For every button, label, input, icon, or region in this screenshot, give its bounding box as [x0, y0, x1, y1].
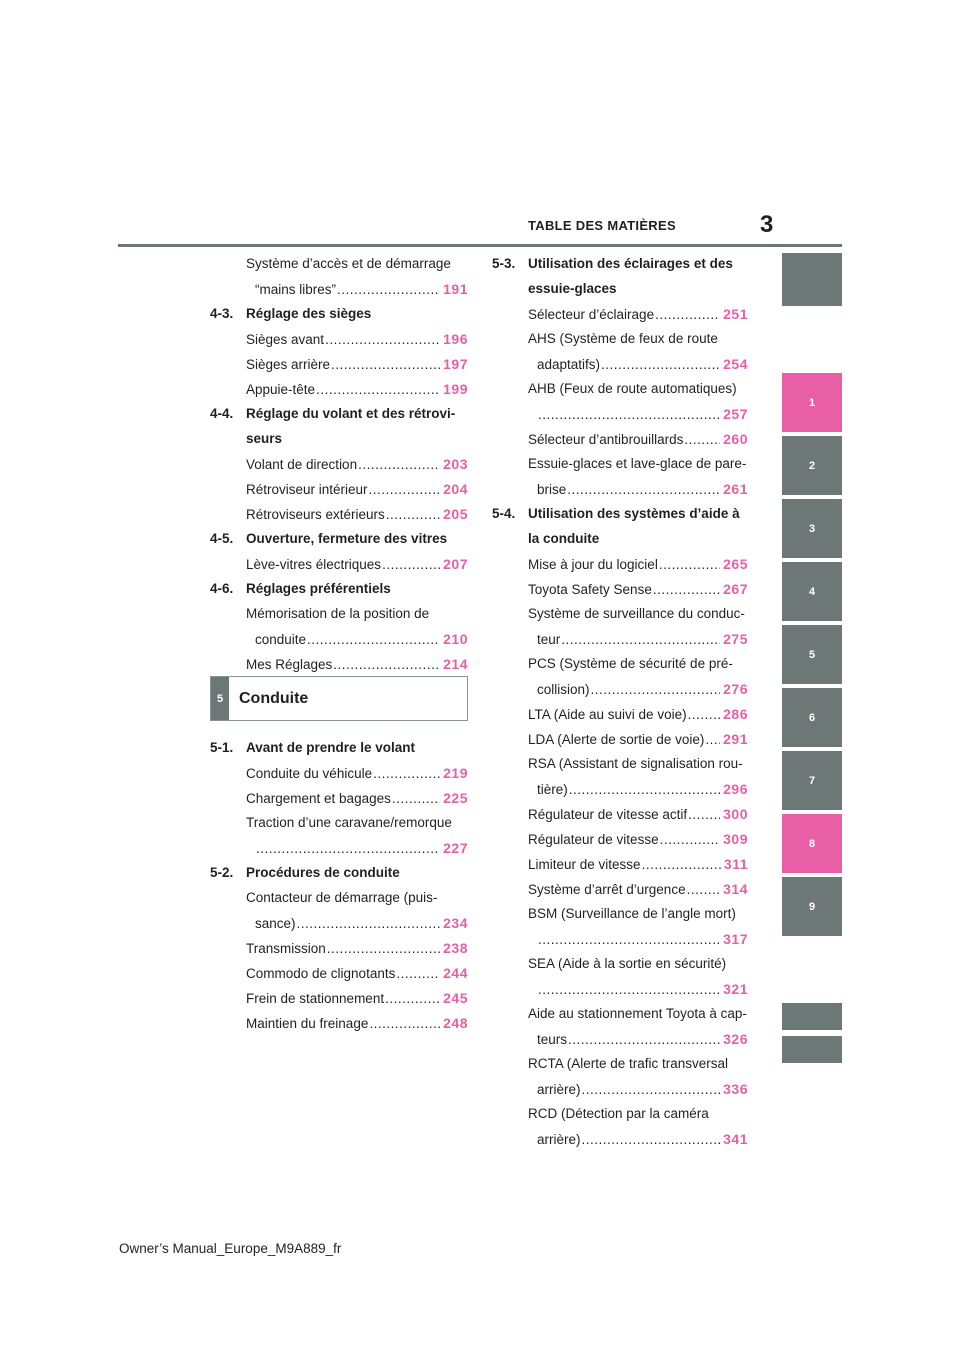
toc-entry — [246, 763, 468, 784]
toc-entry — [528, 554, 748, 575]
entry-title: Maintien du freinage — [246, 1016, 369, 1031]
toc-entry-line — [528, 954, 748, 974]
chapter-tab-3[interactable]: 3 — [782, 499, 842, 558]
entry-title: LTA (Aide au suivi de voie) — [528, 707, 687, 722]
header-rule — [118, 244, 842, 247]
page-link[interactable]: 321 — [723, 981, 748, 997]
section-number: 4-3. — [210, 306, 234, 321]
chapter-heading — [210, 676, 468, 721]
section-title: seurs — [246, 431, 283, 446]
entry-title: RSA (Assistant de signalisation rou- — [528, 756, 743, 771]
entry-title: tière) — [537, 782, 568, 797]
toc-entry-line — [528, 904, 748, 924]
leader-dots — [660, 830, 721, 850]
toc-entry — [255, 838, 468, 859]
page-link[interactable]: 203 — [443, 456, 468, 472]
entry-title: RCTA (Alerte de trafic transversal — [528, 1056, 729, 1071]
toc-section-heading — [210, 529, 468, 549]
toc-entry — [246, 788, 468, 809]
toc-section-heading-cont — [492, 529, 748, 549]
entry-title: arrière) — [537, 1082, 581, 1097]
page-link[interactable]: 275 — [723, 631, 748, 647]
chapter-tab-8[interactable]: 8 — [782, 814, 842, 873]
section-title: Avant de prendre le volant — [246, 740, 416, 755]
toc-section-heading — [210, 304, 468, 324]
toc-entry — [537, 779, 748, 800]
page-number: 3 — [760, 211, 774, 238]
toc-entry — [528, 579, 748, 600]
leader-dots — [386, 505, 440, 525]
leader-dots — [327, 939, 440, 959]
toc-entry-line — [246, 813, 468, 833]
chapter-tab-7[interactable]: 7 — [782, 751, 842, 810]
chapter-tab-1[interactable]: 1 — [782, 373, 842, 432]
toc-entry — [537, 629, 748, 650]
entry-title: Sélecteur d’antibrouillards — [528, 432, 684, 447]
leader-dots — [337, 280, 440, 300]
entry-title: AHB (Feux de route automatiques) — [528, 381, 737, 396]
chapter-tab-2[interactable]: 2 — [782, 436, 842, 495]
leader-dots — [655, 305, 720, 325]
toc-entry — [528, 429, 748, 450]
entry-title: Rétroviseurs extérieurs — [246, 507, 385, 522]
entry-title: Limiteur de vitesse — [528, 857, 641, 872]
page-link[interactable]: 296 — [723, 781, 748, 797]
leader-dots — [538, 930, 720, 950]
toc-entry — [255, 279, 468, 300]
page-link[interactable]: 265 — [723, 556, 748, 572]
entry-title: Chargement et bagages — [246, 791, 391, 806]
toc-entry — [537, 1129, 748, 1150]
toc-entry-line — [528, 379, 748, 399]
leader-dots — [659, 555, 720, 575]
leader-dots — [569, 780, 720, 800]
page-link[interactable]: 317 — [723, 931, 748, 947]
page-link[interactable]: 257 — [723, 406, 748, 422]
toc-entry — [537, 929, 748, 950]
entry-title: PCS (Système de sécurité de pré- — [528, 656, 733, 671]
toc-entry — [528, 804, 748, 825]
toc-entry — [537, 479, 748, 500]
entry-title: teur — [537, 632, 561, 647]
entry-title: Système d’arrêt d’urgence — [528, 882, 686, 897]
toc-entry — [528, 829, 748, 850]
page-link[interactable]: 300 — [723, 806, 748, 822]
entry-title: Sièges avant — [246, 332, 325, 347]
entry-title: Rétroviseur intérieur — [246, 482, 368, 497]
toc-section-heading — [210, 863, 468, 883]
page-link[interactable]: 267 — [723, 581, 748, 597]
toc-section-heading — [492, 254, 748, 274]
section-title: essuie-glaces — [528, 281, 617, 296]
entry-title: Régulateur de vitesse — [528, 832, 659, 847]
toc-entry — [246, 1013, 468, 1034]
toc-entry — [246, 354, 468, 375]
entry-title: Transmission — [246, 941, 326, 956]
entry-title: collision) — [537, 682, 590, 697]
toc-entry-line — [528, 1104, 748, 1124]
toc-section-heading — [492, 504, 748, 524]
chapter-tab-4[interactable]: 4 — [782, 562, 842, 621]
entry-title: AHS (Système de feux de route — [528, 331, 718, 346]
page-link[interactable]: 204 — [443, 481, 468, 497]
entry-title: adaptatifs) — [537, 357, 601, 372]
section-number: 4-5. — [210, 531, 234, 546]
section-title: Utilisation des systèmes d’aide à — [528, 506, 740, 521]
page-link[interactable]: 197 — [443, 356, 468, 372]
entry-title: Mes Réglages — [246, 657, 333, 672]
toc-entry — [528, 854, 748, 875]
leader-dots — [591, 680, 721, 700]
toc-entry-line — [528, 1004, 748, 1024]
entry-title: Conduite du véhicule — [246, 766, 373, 781]
header-title: TABLE DES MATIÈRES — [528, 218, 676, 233]
leader-dots — [307, 630, 440, 650]
leader-dots — [568, 1030, 720, 1050]
leader-dots — [333, 655, 440, 675]
section-number: 4-6. — [210, 581, 234, 596]
page-link[interactable]: 219 — [443, 765, 468, 781]
leader-dots — [256, 839, 440, 859]
toc-entry — [255, 629, 468, 650]
page-link[interactable]: 245 — [443, 990, 468, 1006]
toc-entry-line — [246, 604, 468, 624]
toc-entry — [537, 1079, 748, 1100]
page-link[interactable]: 251 — [723, 306, 748, 322]
leader-dots — [358, 455, 440, 475]
toc-entry — [246, 479, 468, 500]
page-link[interactable]: 248 — [443, 1015, 468, 1031]
toc-entry-line — [528, 454, 748, 474]
page-link[interactable]: 286 — [723, 706, 748, 722]
section-title: la conduite — [528, 531, 600, 546]
entry-title: teurs — [537, 1032, 568, 1047]
leader-dots — [538, 980, 720, 1000]
leader-dots — [316, 380, 440, 400]
leader-dots — [297, 914, 441, 934]
page-link[interactable]: 214 — [443, 656, 468, 672]
entry-title: Frein de stationnement — [246, 991, 385, 1006]
chapter-tab[interactable] — [782, 1003, 842, 1030]
section-number: 5-3. — [492, 256, 516, 271]
entry-title: sance) — [255, 916, 296, 931]
toc-entry — [537, 1029, 748, 1050]
toc-entry — [246, 329, 468, 350]
page-link[interactable]: 309 — [723, 831, 748, 847]
toc-entry — [246, 963, 468, 984]
leader-dots — [642, 855, 721, 875]
entry-title: RCD (Détection par la caméra — [528, 1106, 709, 1121]
entry-title: Contacteur de démarrage (puis- — [246, 890, 438, 905]
leader-dots — [392, 789, 440, 809]
section-title: Procédures de conduite — [246, 865, 400, 880]
entry-title: Essuie-glaces et lave-glace de pare- — [528, 456, 747, 471]
entry-title: brise — [537, 482, 567, 497]
toc-entry-line — [528, 604, 748, 624]
entry-title: Sélecteur d’éclairage — [528, 307, 655, 322]
chapter-tab[interactable] — [782, 253, 842, 306]
leader-dots — [396, 964, 440, 984]
chapter-number-tab: 5 — [211, 677, 229, 720]
toc-entry — [537, 679, 748, 700]
page-link[interactable]: 238 — [443, 940, 468, 956]
toc-entry-line — [528, 754, 748, 774]
page-link[interactable]: 326 — [723, 1031, 748, 1047]
toc-entry-line — [528, 329, 748, 349]
leader-dots — [688, 805, 720, 825]
page-link[interactable]: 261 — [723, 481, 748, 497]
leader-dots — [561, 630, 720, 650]
toc-entry — [246, 454, 468, 475]
toc-entry — [246, 938, 468, 959]
toc-entry — [537, 404, 748, 425]
section-number: 5-1. — [210, 740, 234, 755]
entry-title: BSM (Surveillance de l’angle mort) — [528, 906, 736, 921]
leader-dots — [331, 355, 440, 375]
page-link[interactable]: 207 — [443, 556, 468, 572]
entry-title: conduite — [255, 632, 307, 647]
section-title: Ouverture, fermeture des vitres — [246, 531, 448, 546]
leader-dots — [382, 555, 440, 575]
page-link[interactable]: 244 — [443, 965, 468, 981]
toc-section-heading — [210, 738, 468, 758]
entry-title: Toyota Safety Sense — [528, 582, 652, 597]
entry-title: arrière) — [537, 1132, 581, 1147]
toc-entry — [246, 554, 468, 575]
leader-dots — [582, 1130, 721, 1150]
entry-title: “mains libres” — [255, 282, 337, 297]
toc-entry — [246, 379, 468, 400]
entry-title: Mémorisation de la position de — [246, 606, 430, 621]
leader-dots — [567, 480, 720, 500]
entry-title: Aide au stationnement Toyota à cap- — [528, 1006, 747, 1021]
section-number: 5-2. — [210, 865, 234, 880]
toc-entry-line — [246, 254, 468, 274]
page-link[interactable]: 205 — [443, 506, 468, 522]
leader-dots — [369, 480, 441, 500]
entry-title: Régulateur de vitesse actif — [528, 807, 688, 822]
page-link[interactable]: 196 — [443, 331, 468, 347]
section-number: 5-4. — [492, 506, 516, 521]
toc-entry — [528, 879, 748, 900]
leader-dots — [582, 1080, 721, 1100]
toc-entry-line — [246, 888, 468, 908]
entry-title: Lève-vitres électriques — [246, 557, 382, 572]
page-link[interactable]: 225 — [443, 790, 468, 806]
entry-title: Appuie-tête — [246, 382, 316, 397]
toc-entry — [528, 704, 748, 725]
toc-entry — [528, 729, 748, 750]
leader-dots — [653, 580, 720, 600]
leader-dots — [538, 405, 720, 425]
page-link[interactable]: 260 — [723, 431, 748, 447]
toc-section-heading-cont — [210, 429, 468, 449]
chapter-tab-6[interactable]: 6 — [782, 688, 842, 747]
entry-title: Mise à jour du logiciel — [528, 557, 658, 572]
entry-title: LDA (Alerte de sortie de voie) — [528, 732, 705, 747]
page-link[interactable]: 227 — [443, 840, 468, 856]
entry-title: SEA (Aide à la sortie en sécurité) — [528, 956, 727, 971]
page-link[interactable]: 191 — [443, 281, 468, 297]
page-link[interactable]: 199 — [443, 381, 468, 397]
toc-entry — [246, 504, 468, 525]
leader-dots — [601, 355, 720, 375]
entry-title: Sièges arrière — [246, 357, 331, 372]
page-link[interactable]: 234 — [443, 915, 468, 931]
toc-entry-line — [528, 1054, 748, 1074]
toc-entry — [246, 988, 468, 1009]
page-link[interactable]: 254 — [723, 356, 748, 372]
section-title: Réglages préférentiels — [246, 581, 391, 596]
toc-entry-line — [528, 654, 748, 674]
entry-title: Système d’accès et de démarrage — [246, 256, 451, 271]
leader-dots — [369, 1014, 440, 1034]
page-link[interactable]: 311 — [723, 856, 748, 872]
chapter-tab-9[interactable]: 9 — [782, 877, 842, 936]
footer-text: Owner’s Manual_Europe_M9A889_fr — [119, 1241, 342, 1256]
chapter-tab[interactable] — [782, 1036, 842, 1063]
page-link[interactable]: 341 — [723, 1131, 748, 1147]
entry-title: Système de surveillance du conduc- — [528, 606, 745, 621]
page-link[interactable]: 336 — [723, 1081, 748, 1097]
page-link[interactable]: 291 — [723, 731, 748, 747]
entry-title: Traction d’une caravane/remorque — [246, 815, 452, 830]
toc-section-heading — [210, 404, 468, 424]
page-link[interactable]: 210 — [443, 631, 468, 647]
leader-dots — [688, 705, 721, 725]
toc-section-heading-cont — [492, 279, 748, 299]
chapter-tab-5[interactable]: 5 — [782, 625, 842, 684]
leader-dots — [325, 330, 440, 350]
toc-entry — [537, 354, 748, 375]
page-link[interactable]: 276 — [723, 681, 748, 697]
leader-dots — [385, 989, 440, 1009]
section-title: Réglage du volant et des rétrovi- — [246, 406, 456, 421]
leader-dots — [373, 764, 440, 784]
toc-entry — [528, 304, 748, 325]
leader-dots — [705, 730, 720, 750]
section-title: Réglage des sièges — [246, 306, 372, 321]
toc-entry — [255, 913, 468, 934]
toc-entry — [537, 979, 748, 1000]
leader-dots — [687, 880, 721, 900]
toc-section-heading — [210, 579, 468, 599]
chapter-title: Conduite — [239, 689, 309, 707]
section-number: 4-4. — [210, 406, 234, 421]
entry-title: Volant de direction — [246, 457, 358, 472]
toc-entry — [246, 654, 468, 675]
leader-dots — [684, 430, 720, 450]
page-link[interactable]: 314 — [723, 881, 748, 897]
section-title: Utilisation des éclairages et des — [528, 256, 733, 271]
entry-title: Commodo de clignotants — [246, 966, 396, 981]
